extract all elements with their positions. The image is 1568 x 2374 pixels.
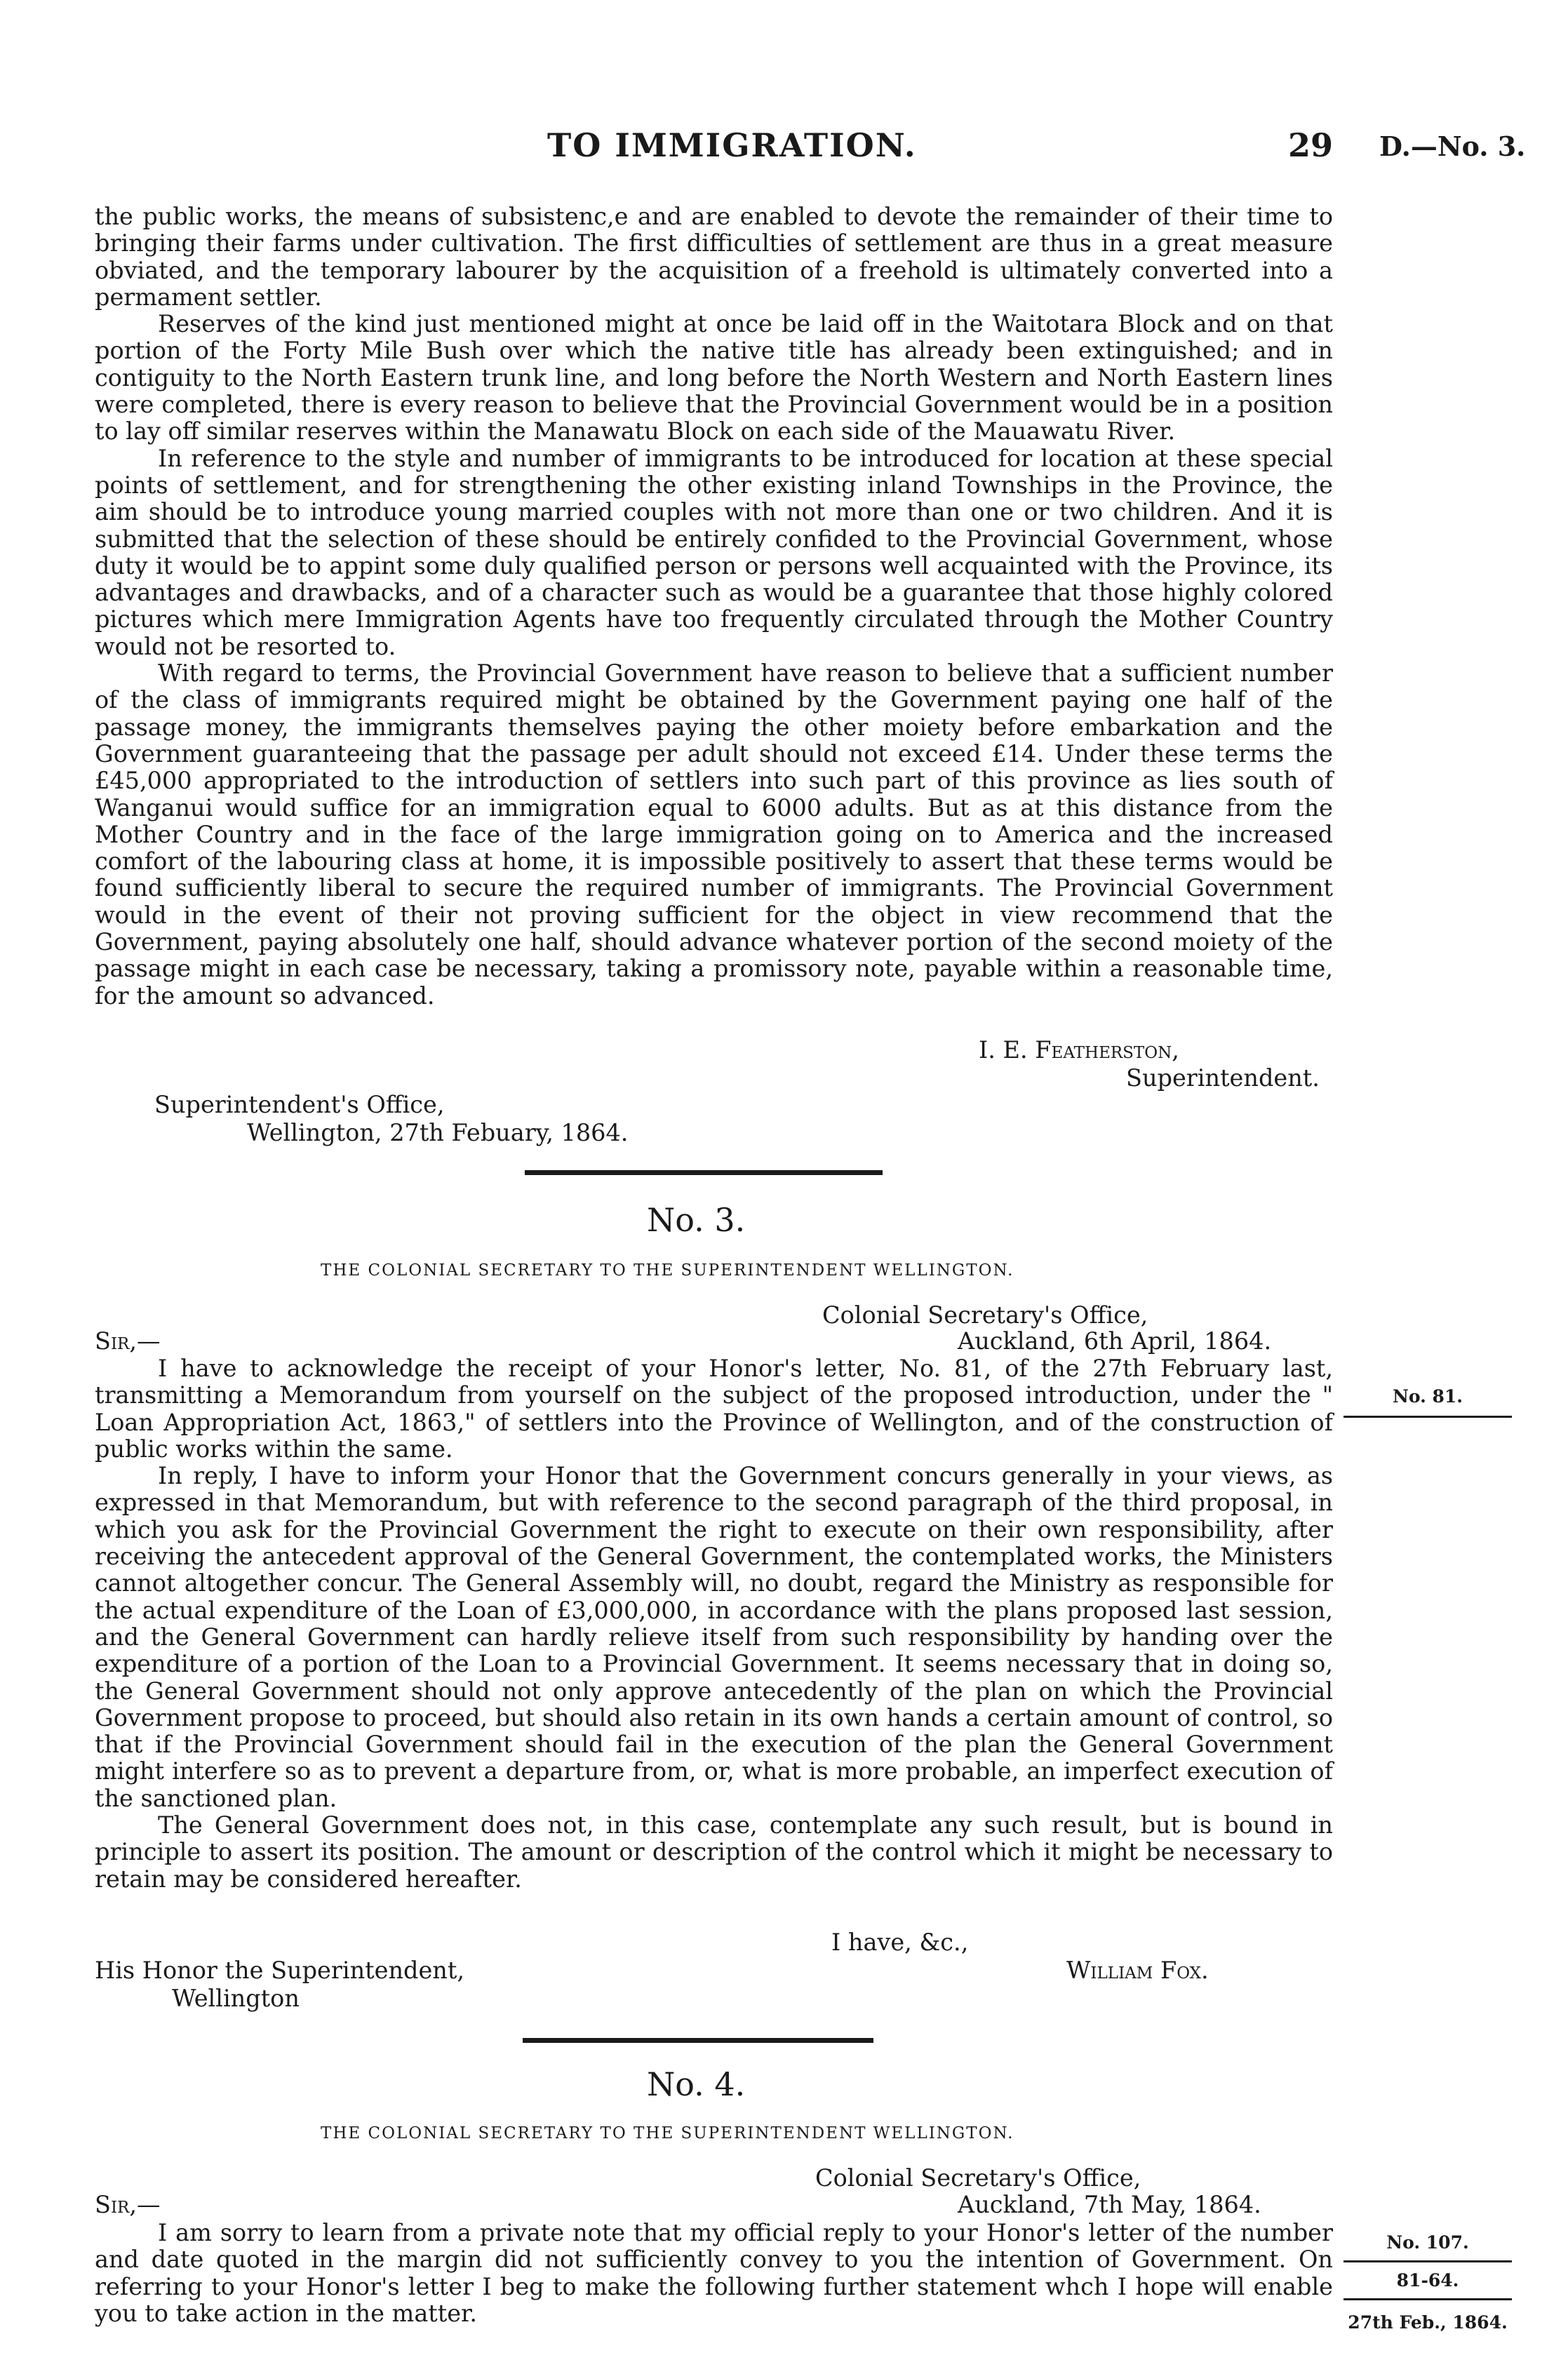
letter2-body [95,203,1333,1010]
document-number: No. 4. [647,2065,746,2103]
sender-office: Colonial Secretary's Office, [815,2164,1141,2192]
paragraph: Reserves of the kind just mentioned might at once be laid off in the Waitotara Block and on that portion of the Forty Mile Bush over which the native title has already been extinguished; and in contiguity to the North Eastern trunk line, and long before the North Western and North Eastern lines were completed, there is every reason to believe that the Provincial Government would be in a position to lay off similar reserves within the Manawatu Block on each side of the Mauawatu River. [95,310,1333,445]
document-number: No. 3. [647,1201,746,1239]
page-number: 29 [1288,126,1334,164]
salutation: Sir,— [95,2191,161,2218]
paragraph: the public works, the means of subsistenc,e and are enabled to devote the remainder of their time to bringing their farms under cultivation. The first difficulties of settlement are thus in a great measure obviated, and the temporary labourer by the acquisition of a freehold is ultimately converted into a permament settler. [95,203,1333,311]
margin-rule [1343,2298,1512,2300]
addressee-place: Wellington [172,1985,300,2012]
letter4-body [95,2220,1333,2327]
margin-rule [1343,2260,1512,2262]
margin-note: 27th Feb., 1864. [1348,2312,1508,2333]
letter3-body [95,1355,1333,1893]
document-subtitle: THE COLONIAL SECRETARY TO THE SUPERINTENDENT WELLINGTON. [321,1261,1014,1280]
addressee: His Honor the Superintendent, [95,1957,464,1984]
paragraph: In reference to the style and number of immigrants to be introduced for location at these special points of settlement, and for strengthening the other existing inland Townships in the Province, the aim should be to introduce young married couples with not more than one or two children. And it is submitted that the selection of these should be entirely confided to the Provincial Government, whose duty it would be to appint some duly qualified person or persons well acquainted with the Province, its advantages and drawbacks, and of a character such as would be a guarantee that those highly colored pictures which mere Immigration Agents have too frequently circulated through the Mother Country would not be resorted to. [95,444,1333,660]
running-title: TO IMMIGRATION. [547,126,917,164]
margin-note: 81-64. [1396,2270,1459,2291]
sender-place-date: Wellington, 27th Febuary, 1864. [247,1119,629,1146]
signatory: William Fox. [1066,1957,1209,1984]
sender-place-date: Auckland, 7th May, 1864. [958,2191,1261,2218]
signatory-title: Superintendent. [1126,1064,1320,1092]
margin-note: No. 81. [1393,1386,1463,1407]
paragraph: With regard to terms, the Provincial Government have reason to believe that a sufficient number of the class of immigrants required might be obtained by the Government paying one half of the passage money, the immigrants themselves paying the other moiety before embarkation and the Government guaranteeing that the passage per adult should not exceed £14. Under these terms the £45,000 appropriated to the introduction of settlers into such part of this province as lies south of Wanganui would suffice for an immigration equal to 6000 adults. But as at this distance from the Mother Country and in the face of the large immigration going on to America and the increased comfort of the labouring class at home, it is impossible positively to assert that these terms would be found sufficiently liberal to secure the required number of immigrants. The Provincial Government would in the event of their not proving sufficient for the object in view recommend that the Government, paying absolutely one half, should advance whatever portion of the second moiety of the passage might in each case be necessary, taking a promissory note, payable within a reasonable time, for the amount so advanced. [95,659,1333,1010]
sender-place-date: Auckland, 6th April, 1864. [958,1327,1272,1355]
sender-office: Colonial Secretary's Office, [822,1301,1148,1329]
salutation: Sir,— [95,1327,161,1355]
document-subtitle: THE COLONIAL SECRETARY TO THE SUPERINTENDENT WELLINGTON. [321,2124,1014,2142]
margin-rule [1343,1416,1512,1418]
section-divider [525,1170,883,1175]
sender-office: Superintendent's Office, [154,1091,445,1118]
signatory: I. E. Featherston, [979,1036,1179,1064]
paragraph: The General Government does not, in this case, contemplate any such result, but is bound in principle to assert its position. The amount or description of the control which it might be necessary to retain may be considered hereafter. [95,1811,1333,1893]
margin-note: No. 107. [1386,2232,1469,2253]
document-reference: D.—No. 3. [1379,130,1526,162]
paragraph: I am sorry to learn from a private note that my official reply to your Honor's letter of the number and date quoted in the margin did not sufficiently convey to you the intention of Government. On referring to your Honor's letter I beg to make the following further statement whch I hope will enable you to take action in the matter. [95,2219,1333,2327]
section-divider [523,2038,873,2043]
closing: I have, &c., [831,1929,969,1956]
paragraph: I have to acknowledge the receipt of your Honor's letter, No. 81, of the 27th February last, transmitting a Memorandum from yourself on the subject of the proposed introduction, under the " Loan Appropriation Act, 1863," of settlers into the Province of Wellington, and of the construction of public works within the same. [95,1355,1333,1463]
paragraph: In reply, I have to inform your Honor that the Government concurs generally in your views, as expressed in that Memorandum, but with reference to the second paragraph of the third proposal, in which you ask for the Provincial Government the right to execute on their own responsibility, after receiving the antecedent approval of the General Government, the contemplated works, the Ministers cannot altogether concur. The General Assembly will, no doubt, regard the Ministry as responsible for the actual expenditure of the Loan of £3,000,000, in accordance with the plans proposed last session, and the General Government can hardly relieve itself from such responsibility by handing over the expenditure of a portion of the Loan to a Provincial Government. It seems necessary that in doing so, the General Government should not only approve antecedently of the plan on which the Provincial Government propose to proceed, but should also retain in its own hands a certain amount of control, so that if the Provincial Government should fail in the execution of the plan the General Government might interfere so as to prevent a departure from, or, what is more probable, an imperfect execution of the sanctioned plan. [95,1462,1333,1812]
